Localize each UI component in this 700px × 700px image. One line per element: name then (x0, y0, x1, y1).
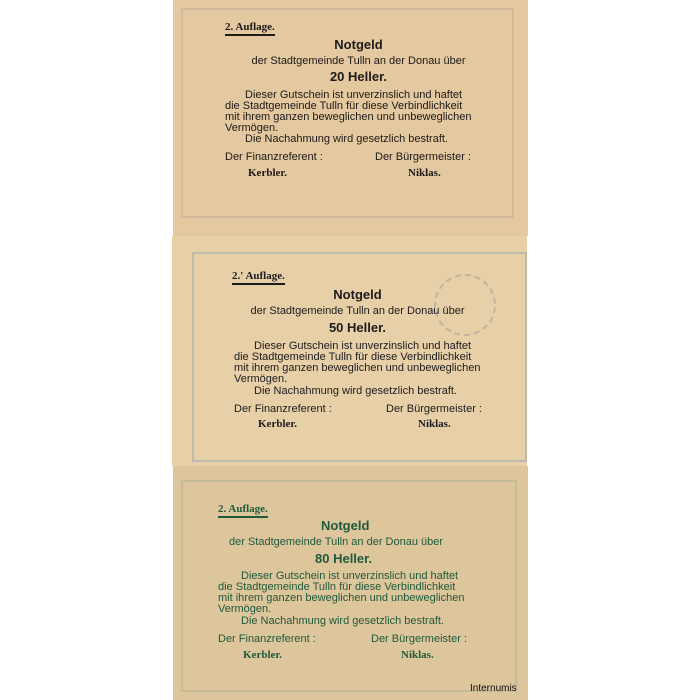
text-line: Die Nachahmung wird gesetzlich bestraft. (254, 385, 457, 397)
text-line: Die Nachahmung wird gesetzlich bestraft. (241, 615, 444, 627)
finance-officer-signature: Kerbler. (248, 167, 287, 179)
amount-label: 80 Heller. (315, 551, 373, 566)
mayor-title: Der Bürgermeister : (371, 633, 467, 645)
banknote-20-heller (173, 0, 528, 236)
watermark-text: Internumis (470, 683, 517, 694)
issuer-line: der Stadtgemeinde Tulln an der Donau über (229, 536, 444, 548)
finance-officer-signature: Kerbler. (258, 418, 297, 430)
text-line: mit ihrem ganzen beweglichen und unbeweglichen (218, 592, 465, 604)
note-title: Notgeld (333, 287, 382, 302)
finance-officer-signature: Kerbler. (243, 649, 282, 661)
mayor-signature: Niklas. (418, 418, 451, 430)
issuer-line: der Stadtgemeinde Tulln an der Donau über (251, 55, 466, 67)
text-line: Vermögen. (234, 373, 288, 385)
text-line: Dieser Gutschein ist unverzinslich und haftet (245, 89, 463, 101)
text-line: Vermögen. (218, 603, 272, 615)
text-line: die Stadtgemeinde Tulln für diese Verbindlichkeit (225, 100, 463, 112)
text-line: Dieser Gutschein ist unverzinslich und haftet (241, 570, 459, 582)
finance-officer-title: Der Finanzreferent : (234, 403, 332, 415)
mayor-signature: Niklas. (401, 649, 434, 661)
edition-label: 2.' Auflage. (232, 271, 285, 285)
text-line: die Stadtgemeinde Tulln für diese Verbindlichkeit (234, 351, 472, 363)
mayor-title: Der Bürgermeister : (375, 151, 471, 163)
text-line: Die Nachahmung wird gesetzlich bestraft. (245, 133, 448, 145)
note-title: Notgeld (334, 37, 383, 52)
text-line: mit ihrem ganzen beweglichen und unbeweglichen (234, 362, 481, 374)
finance-officer-title: Der Finanzreferent : (218, 633, 316, 645)
amount-label: 20 Heller. (329, 69, 388, 84)
mayor-title: Der Bürgermeister : (386, 403, 482, 415)
banknote-80-heller (173, 466, 528, 700)
issuer-line: der Stadtgemeinde Tulln an der Donau über (250, 305, 465, 317)
text-line: Vermögen. (225, 122, 279, 134)
text-line: die Stadtgemeinde Tulln für diese Verbindlichkeit (218, 581, 456, 593)
note-title: Notgeld (321, 518, 370, 533)
text-line: mit ihrem ganzen beweglichen und unbeweglichen (225, 111, 472, 123)
text-line: Dieser Gutschein ist unverzinslich und haftet (254, 340, 472, 352)
edition-label: 2. Auflage. (218, 504, 268, 518)
banknote-50-heller (172, 236, 527, 466)
mayor-signature: Niklas. (408, 167, 441, 179)
edition-label: 2. Auflage. (225, 22, 275, 36)
finance-officer-title: Der Finanzreferent : (225, 151, 323, 163)
amount-label: 50 Heller. (328, 320, 387, 335)
